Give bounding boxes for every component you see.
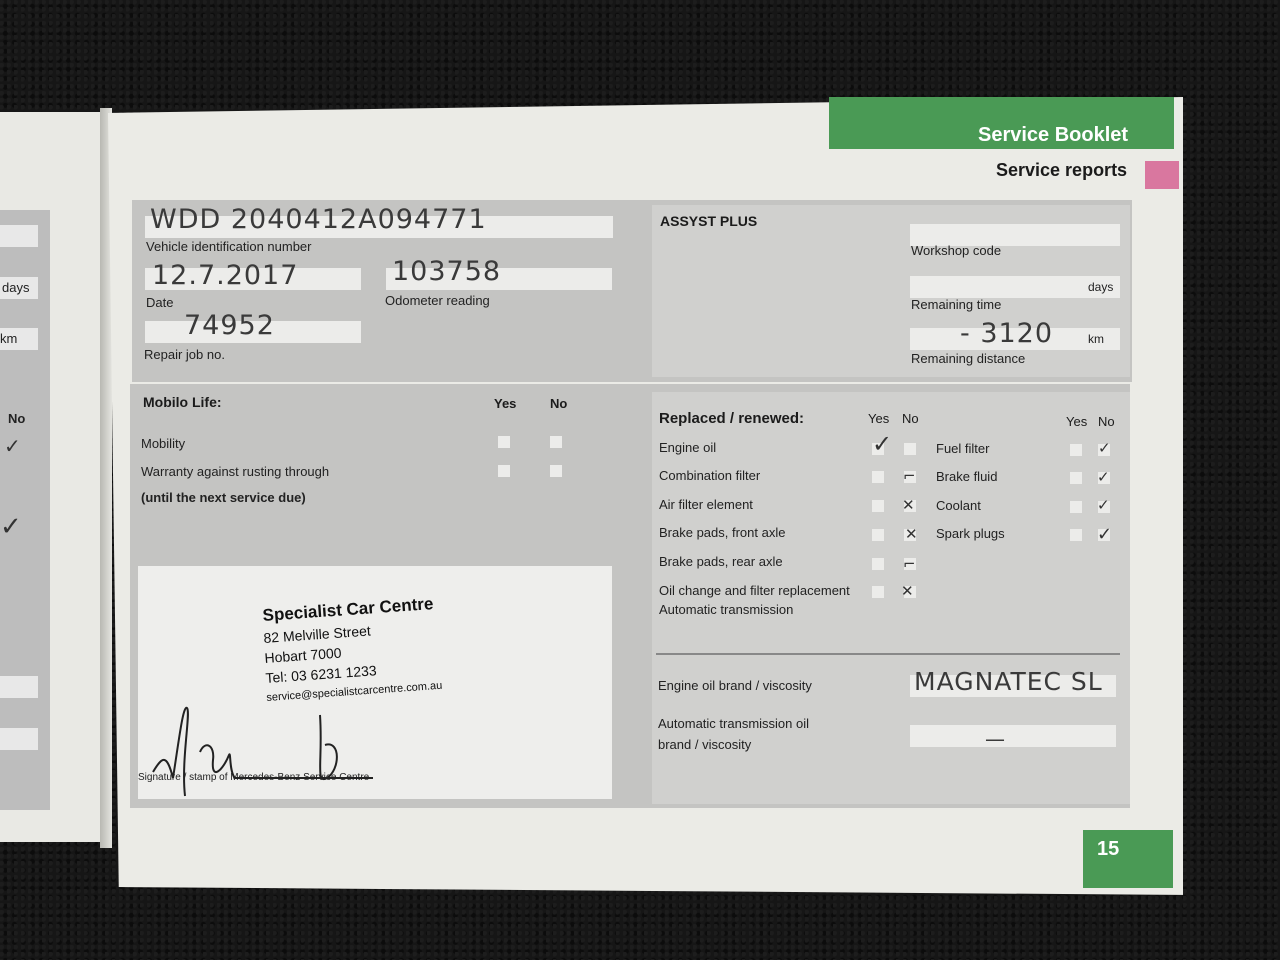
- cross-mark: ✕: [901, 582, 914, 600]
- left-days-label: days: [2, 280, 30, 295]
- atf-label: Automatic transmission oil: [658, 716, 809, 731]
- yes-checkbox[interactable]: [872, 558, 884, 570]
- handwritten-signature: [145, 700, 385, 810]
- odometer-label: Odometer reading: [385, 293, 490, 308]
- stamp-city: Hobart 7000: [264, 644, 342, 666]
- booklet-title: Service Booklet: [978, 124, 1129, 146]
- mobilo-yes-header: Yes: [494, 396, 517, 411]
- replaced-item-line2: Automatic transmission: [659, 602, 794, 617]
- yes-checkbox[interactable]: [1070, 529, 1082, 541]
- left-page-panel: [0, 210, 50, 810]
- check-icon: ✓: [1097, 468, 1110, 486]
- replaced-no-header: No: [1098, 414, 1115, 429]
- yes-checkbox[interactable]: [1070, 444, 1082, 456]
- mobilo-title: Mobilo Life:: [143, 394, 222, 410]
- stamp-phone: Tel: 03 6231 1233: [265, 662, 378, 686]
- mobilo-yes-checkbox[interactable]: [498, 436, 510, 448]
- page-number: 15: [1097, 838, 1120, 860]
- replaced-item: Engine oil: [659, 440, 717, 455]
- yes-checkbox[interactable]: [872, 586, 884, 598]
- replaced-item: Brake pads, rear axle: [659, 554, 783, 569]
- mobilo-no-checkbox[interactable]: [550, 436, 562, 448]
- km-unit: km: [1088, 332, 1104, 346]
- no-checkbox[interactable]: [904, 443, 916, 455]
- mobilo-note: (until the next service due): [141, 490, 306, 505]
- atf-label-line2: brand / viscosity: [658, 737, 752, 752]
- remaining-distance-label: Remaining distance: [911, 351, 1026, 366]
- vin-label: Vehicle identification number: [146, 239, 312, 254]
- replaced-yes-header: Yes: [1066, 414, 1088, 429]
- replaced-yes-header: Yes: [868, 411, 890, 426]
- section-color-marker: [1145, 161, 1179, 189]
- cross-mark: ✕: [902, 496, 915, 514]
- check-icon: ✓: [1097, 524, 1113, 545]
- replaced-no-header: No: [902, 411, 919, 426]
- replaced-item: Brake fluid: [936, 469, 998, 484]
- days-unit: days: [1088, 280, 1114, 294]
- date-label: Date: [146, 295, 174, 310]
- yes-checkbox[interactable]: [1070, 501, 1082, 513]
- stamp-street: 82 Melville Street: [263, 622, 372, 646]
- signature-caption: Signature / stamp of Mercedes-Benz Service Centre: [138, 772, 370, 783]
- assyst-title: ASSYST PLUS: [660, 213, 758, 229]
- section-title: Service reports: [996, 160, 1128, 180]
- tick-mark: ⌐: [903, 467, 916, 485]
- left-km-label: km: [0, 331, 18, 346]
- cross-mark: ✕: [905, 525, 918, 543]
- left-field: [0, 676, 38, 698]
- replaced-item: Spark plugs: [936, 526, 1005, 541]
- replaced-item: Coolant: [936, 498, 981, 513]
- replaced-title: Replaced / renewed:: [659, 410, 805, 427]
- left-page: [0, 112, 108, 842]
- date-value: 12.7.2017: [152, 260, 299, 291]
- remaining-distance-value: - 3120: [960, 318, 1054, 349]
- mobilo-no-checkbox[interactable]: [550, 465, 562, 477]
- tick-mark: ⌐: [903, 555, 916, 573]
- replaced-item: Oil change and filter replacement: [659, 583, 850, 598]
- repair-job-value: 74952: [184, 310, 275, 341]
- yes-checkbox[interactable]: [872, 529, 884, 541]
- replaced-item: Brake pads, front axle: [659, 525, 786, 540]
- mobilo-item: Warranty against rusting through: [141, 464, 330, 479]
- left-field: [0, 728, 38, 750]
- replaced-item: Combination filter: [659, 468, 761, 483]
- yes-checkbox[interactable]: [872, 500, 884, 512]
- section-divider: [656, 653, 1120, 655]
- check-icon: ✓: [872, 430, 893, 458]
- stamp-name: Specialist Car Centre: [262, 594, 434, 625]
- left-no-label: No: [8, 411, 26, 426]
- check-icon: ✓: [1097, 496, 1110, 514]
- stamp-email: service@specialistcarcentre.com.au: [266, 679, 443, 704]
- engine-oil-brand-label: Engine oil brand / viscosity: [658, 678, 812, 693]
- repair-job-label: Repair job no.: [144, 347, 225, 362]
- mobilo-no-header: No: [550, 396, 568, 411]
- odometer-value: 103758: [392, 256, 502, 287]
- vin-value: WDD 2040412A094771: [150, 204, 487, 235]
- mobilo-item: Mobility: [141, 436, 186, 451]
- check-icon: ✓: [0, 512, 22, 542]
- check-icon: ✓: [1098, 439, 1111, 457]
- mobilo-yes-checkbox[interactable]: [498, 465, 510, 477]
- atf-brand-value: —: [985, 727, 1006, 751]
- replaced-item: Air filter element: [659, 497, 753, 512]
- atf-brand-field: [910, 725, 1116, 747]
- check-icon: ✓: [4, 434, 21, 458]
- remaining-time-label: Remaining time: [911, 297, 1002, 312]
- yes-checkbox[interactable]: [872, 471, 884, 483]
- workshop-code-label: Workshop code: [911, 243, 1002, 258]
- yes-checkbox[interactable]: [1070, 472, 1082, 484]
- left-field: [0, 225, 38, 247]
- replaced-item: Fuel filter: [936, 441, 990, 456]
- engine-oil-brand-value: MAGNATEC SL: [914, 667, 1103, 696]
